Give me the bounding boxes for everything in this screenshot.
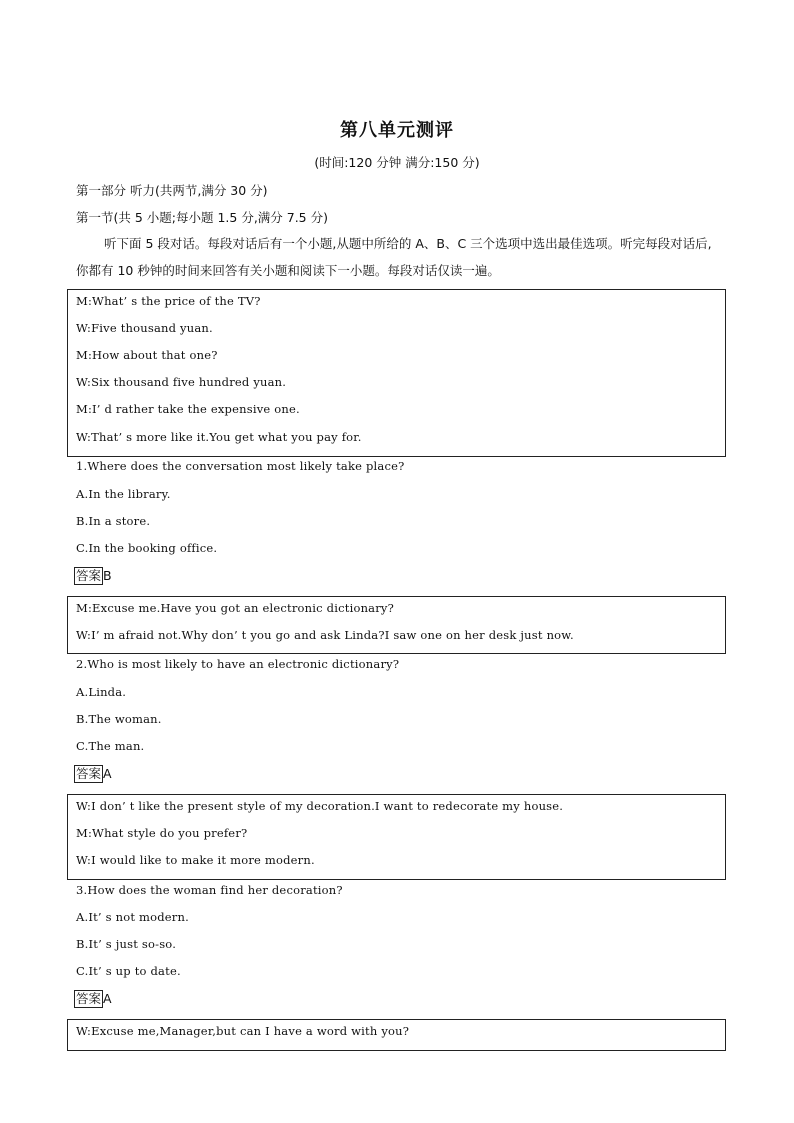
answer-label: 答案: [76, 991, 102, 1006]
dialog-line: W:That’ s more like it.You get what you pay for.: [76, 430, 362, 444]
answer-1: [74, 567, 112, 585]
question-3: 3.How does the woman find her decoration?: [76, 883, 343, 897]
dialog-box-4: [67, 1019, 726, 1051]
question-1: 1.Where does the conversation most likely take place?: [76, 459, 405, 473]
answer-value: B: [103, 568, 112, 583]
dialog-line: M:What style do you prefer?: [76, 826, 248, 840]
answer-3: [74, 990, 112, 1008]
dialog-box-2: [67, 596, 726, 654]
question-1-option-a: A.In the library.: [76, 487, 171, 501]
dialog-line: W:Six thousand five hundred yuan.: [76, 375, 287, 389]
dialog-box-1: [67, 289, 726, 457]
dialog-line: M:I’ d rather take the expensive one.: [76, 402, 300, 416]
answer-value: A: [103, 766, 112, 781]
dialog-line: W:I’ m afraid not.Why don’ t you go and ask Linda?I saw one on her desk just now.: [76, 628, 574, 642]
dialog-line: M:Excuse me.Have you got an electronic dictionary?: [76, 601, 394, 615]
dialog-box-3: [67, 794, 726, 880]
question-1-option-c: C.In the booking office.: [76, 541, 218, 555]
question-2: 2.Who is most likely to have an electronic dictionary?: [76, 657, 400, 671]
answer-label: 答案: [76, 568, 102, 583]
dialog-line: W:Five thousand yuan.: [76, 321, 213, 335]
exam-time-score: (时间:120 分钟 满分:150 分): [314, 155, 480, 170]
dialog-line: W:Excuse me,Manager,but can I have a word with you?: [76, 1024, 410, 1038]
question-2-option-c: C.The man.: [76, 739, 145, 753]
part-heading: 第一部分 听力(共两节,满分 30 分): [76, 183, 268, 198]
dialog-line: W:I don’ t like the present style of my decoration.I want to redecorate my house.: [76, 799, 564, 813]
dialog-line: M:What’ s the price of the TV?: [76, 294, 261, 308]
question-3-option-c: C.It’ s up to date.: [76, 964, 181, 978]
answer-2: [74, 765, 112, 783]
page-title: 第八单元测评: [340, 120, 454, 141]
question-1-option-b: B.In a store.: [76, 514, 151, 528]
question-3-option-a: A.It’ s not modern.: [76, 910, 189, 924]
instructions: 听下面 5 段对话。每段对话后有一个小题,从题中所给的 A、B、C 三个选项中选出最佳选项。听完每段对话后,你都有 10 秒钟的时间来回答有关小题和阅读下一小题。每段对话仅读一遍。: [76, 236, 712, 278]
question-2-option-b: B.The woman.: [76, 712, 162, 726]
answer-value: A: [103, 991, 112, 1006]
question-3-option-b: B.It’ s just so-so.: [76, 937, 177, 951]
dialog-line: W:I would like to make it more modern.: [76, 853, 315, 867]
section-heading: 第一节(共 5 小题;每小题 1.5 分,满分 7.5 分): [76, 210, 328, 225]
dialog-line: M:How about that one?: [76, 348, 218, 362]
question-2-option-a: A.Linda.: [76, 685, 127, 699]
answer-label: 答案: [76, 766, 102, 781]
